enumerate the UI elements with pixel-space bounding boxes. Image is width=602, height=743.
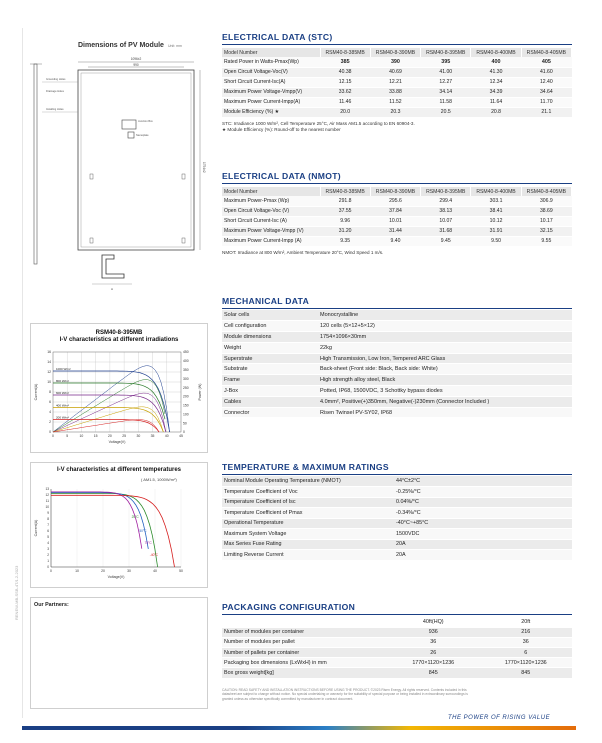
- table-cell: 405: [521, 57, 571, 67]
- spec-label: Cell configuration: [222, 321, 318, 332]
- table-cell: 400: [471, 57, 521, 67]
- table-cell: 11.46: [320, 97, 370, 107]
- rating-value: 20A: [394, 550, 572, 561]
- mechanical-title: MECHANICAL DATA: [222, 296, 310, 306]
- spec-value: High Transmission, Low Iron, Tempered ARC Glass: [318, 353, 572, 364]
- curve-label: 400 W/m²: [56, 403, 70, 408]
- table-row: [222, 216, 572, 226]
- table-cell: 10.17: [521, 216, 571, 226]
- packaging-header-row: [222, 617, 572, 627]
- y-tick-label: 3: [47, 547, 49, 552]
- label-installing-holes: Installing Holes: [46, 108, 64, 111]
- stc-header-cell: RSM40-8-405MB: [521, 48, 571, 57]
- dim-height-label: 1754±2: [202, 162, 206, 173]
- mechanical-section: [222, 296, 572, 418]
- nmot-rule: [222, 183, 572, 184]
- spec-value: Potted, IP68, 1500VDC, 3 Schottky bypass diodes: [318, 386, 572, 397]
- table-cell: 291.8: [320, 196, 370, 206]
- slogan: THE POWER OF RISING VALUE: [448, 715, 551, 721]
- y-tick-label: 14: [47, 360, 51, 365]
- label-nameplate: Nameplate: [136, 134, 149, 137]
- table-cell: 10.07: [421, 216, 471, 226]
- mechanical-table: [222, 310, 572, 418]
- y-tick-label: 10: [45, 505, 49, 510]
- y-tick-label: 6: [47, 529, 49, 534]
- y-tick-label: 12: [45, 493, 49, 498]
- table-row: [222, 353, 572, 364]
- table-cell: 38.69: [521, 206, 571, 216]
- table-cell: 11.52: [370, 97, 420, 107]
- partners-panel: [30, 597, 208, 709]
- svg-text:A: A: [110, 287, 114, 291]
- rating-value: 20A: [394, 539, 572, 550]
- nmot-header-cell: RSM40-8-395MB: [421, 187, 471, 196]
- curve-label: 600 W/m²: [56, 391, 70, 395]
- table-cell: 12.21: [370, 77, 420, 87]
- table-cell: 395: [421, 57, 471, 67]
- stc-section: [222, 32, 572, 133]
- y2-tick-label: 0: [183, 430, 185, 435]
- x-tick-label: 25: [122, 434, 127, 438]
- y2-tick-label: 300: [183, 376, 189, 381]
- mechanical-rule: [222, 308, 572, 309]
- packaging-section: [222, 602, 572, 679]
- table-cell: 31.44: [370, 226, 420, 236]
- table-cell: Box gross weight[kg]: [222, 668, 387, 678]
- table-cell: 41.00: [421, 67, 471, 77]
- table-cell: 11.64: [471, 97, 521, 107]
- iv-temperature-title: I-V characteristics at different temperatures: [56, 467, 182, 473]
- margin-line: [22, 28, 23, 718]
- spec-label: Module dimensions: [222, 332, 318, 343]
- rating-value: 0.04%/°C: [394, 497, 572, 508]
- rating-label: Maximum System Voltage: [222, 529, 394, 540]
- table-cell: 10.12: [471, 216, 521, 226]
- table-cell: 11.70: [521, 97, 571, 107]
- table-cell: 303.1: [471, 196, 521, 206]
- table-cell: Open Circuit Voltage-Voc(V): [222, 67, 320, 77]
- curve-label: 800 W/m²: [56, 379, 70, 383]
- spec-label: Frame: [222, 375, 318, 386]
- power-curve: [53, 393, 166, 432]
- table-cell: 31.91: [471, 226, 521, 236]
- table-cell: 41.30: [471, 67, 521, 77]
- table-cell: 38.41: [471, 206, 521, 216]
- stc-rule: [222, 44, 572, 45]
- y-tick-label: 7: [47, 523, 49, 528]
- nmot-header-cell: RSM40-8-400MB: [471, 187, 521, 196]
- label-drainage-holes: Drainage Holes: [46, 90, 64, 93]
- table-cell: Maximum Power-Pmax (Wp): [222, 196, 320, 206]
- stc-note-line: ★ Module Efficiency (%): Round-off to the nearest number: [222, 126, 341, 132]
- table-row: [222, 236, 572, 246]
- x-tick-label: 40: [153, 569, 157, 573]
- y2-tick-label: 450: [183, 350, 189, 355]
- packaging-header-cell: 40ft(HQ): [387, 617, 480, 627]
- caution-text: CAUTION: READ SAFETY AND INSTALLATION INSTRUCTIONS BEFORE USING THE PRODUCT. ©2023 Risen Energy. All rights reserved. Contents included in this datasheet are subject to change without notice. No special undertaking or warranty for the suitability of special purpose or being installed in extraordinary surroundings is granted unless as otherwise specifically committed by manufacturer in contract document.: [222, 688, 468, 701]
- table-cell: 33.88: [370, 87, 420, 97]
- curve-label: -40°C: [149, 553, 158, 558]
- label-grounding-holes: Grounding Holes: [46, 78, 66, 81]
- table-row: [222, 364, 572, 375]
- table-row: [222, 497, 572, 508]
- stc-table: [222, 48, 572, 118]
- spec-value: High strength alloy steel, Black: [318, 375, 572, 386]
- table-cell: 37.55: [320, 206, 370, 216]
- table-cell: 41.60: [521, 67, 571, 77]
- nmot-header-cell: RSM40-8-390MB: [370, 187, 420, 196]
- curve-label: 25°C: [131, 514, 139, 519]
- rating-value: -0.34%/°C: [394, 508, 572, 519]
- x-tick-label: 0: [50, 569, 52, 573]
- temperature-section: [222, 462, 572, 561]
- brand-color-bar: [22, 726, 576, 730]
- spec-value: 22kg: [318, 342, 572, 353]
- y2-tick-label: 150: [183, 403, 189, 408]
- x-tick-label: 10: [79, 434, 84, 438]
- packaging-header-cell: [222, 617, 387, 627]
- spec-value: 1754×1096×30mm: [318, 332, 572, 343]
- table-cell: 12.34: [471, 77, 521, 87]
- y2-tick-label: 350: [183, 367, 189, 372]
- table-cell: 11.58: [421, 97, 471, 107]
- table-cell: Maximum Power Voltage-Vmpp (V): [222, 226, 320, 236]
- iv-temperature-panel: [30, 462, 208, 588]
- x-axis-label: Voltage(V): [108, 440, 126, 444]
- iv-temperature-note: ( AM1.5, 1000W/m²): [141, 477, 177, 482]
- table-cell: 26: [387, 648, 480, 658]
- spec-label: Substrate: [222, 364, 318, 375]
- table-cell: 34.14: [421, 87, 471, 97]
- curve-label: 75°C: [144, 541, 152, 546]
- table-row: [222, 196, 572, 206]
- iv-temperature-chart: [31, 483, 207, 587]
- spec-value: 4.0mm², Positive(+)350mm, Negative(-)230mm (Connector Included ): [318, 396, 572, 407]
- y-tick-label: 8: [49, 390, 51, 395]
- table-cell: Maximum Power Current-Impp (A): [222, 236, 320, 246]
- x-tick-label: 5: [66, 434, 69, 438]
- table-row: [222, 627, 572, 637]
- spec-value: Monocrystalline: [318, 310, 572, 321]
- rating-label: Temperature Coefficient of Pmax: [222, 508, 394, 519]
- y-axis-label: Current(A): [34, 519, 38, 537]
- stc-header-cell: RSM40-8-385MB: [320, 48, 370, 57]
- table-row: [222, 87, 572, 97]
- y-tick-label: 10: [47, 380, 51, 385]
- table-cell: 12.27: [421, 77, 471, 87]
- y-tick-label: 4: [49, 410, 51, 415]
- x-tick-label: 45: [179, 434, 183, 438]
- table-cell: 1770×1120×1236: [480, 658, 573, 668]
- table-cell: 38.13: [421, 206, 471, 216]
- table-row: [222, 648, 572, 658]
- partners-title: Our Partners:: [34, 602, 69, 608]
- spec-label: Cables: [222, 396, 318, 407]
- curve-label: 1000 W/m²: [56, 367, 71, 371]
- table-cell: 33.62: [320, 87, 370, 97]
- y-tick-label: 0: [49, 430, 51, 435]
- y2-tick-label: 50: [183, 421, 187, 426]
- table-cell: 36: [387, 637, 480, 647]
- packaging-title: PACKAGING CONFIGURATION: [222, 602, 356, 612]
- y2-tick-label: 400: [183, 359, 189, 364]
- module-drawing: [28, 52, 208, 302]
- table-cell: 9.55: [521, 236, 571, 246]
- table-cell: 9.45: [421, 236, 471, 246]
- table-cell: 12.40: [521, 77, 571, 87]
- table-cell: 10.01: [370, 216, 420, 226]
- rating-label: Nominal Module Operating Temperature (NMOT): [222, 476, 394, 487]
- table-cell: 34.64: [521, 87, 571, 97]
- iv-curve: [51, 493, 148, 549]
- table-row: [222, 206, 572, 216]
- spec-label: Connector: [222, 407, 318, 418]
- table-row: [222, 637, 572, 647]
- spec-label: Weight: [222, 342, 318, 353]
- table-cell: 936: [387, 627, 480, 637]
- table-row: [222, 310, 572, 321]
- y-tick-label: 12: [47, 370, 51, 375]
- rating-label: Temperature Coefficient of Isc: [222, 497, 394, 508]
- table-cell: 40.69: [370, 67, 420, 77]
- table-row: [222, 321, 572, 332]
- y-tick-label: 16: [47, 350, 51, 355]
- spec-value: Back-sheet (Front side: Black, Back side: White): [318, 364, 572, 375]
- iv-curve: [53, 420, 159, 433]
- label-junction-box: Junction Box: [138, 120, 153, 123]
- table-cell: Short Circuit Current-Isc (A): [222, 216, 320, 226]
- table-cell: 9.50: [471, 236, 521, 246]
- y-tick-label: 6: [49, 400, 51, 405]
- table-row: [222, 476, 572, 487]
- table-cell: 32.15: [521, 226, 571, 236]
- table-row: [222, 550, 572, 561]
- table-row: [222, 518, 572, 529]
- table-row: [222, 57, 572, 67]
- stc-header-cell: RSM40-8-400MB: [471, 48, 521, 57]
- table-row: [222, 67, 572, 77]
- x-axis-label: Voltage(V): [107, 575, 125, 579]
- x-tick-label: 30: [127, 569, 131, 573]
- spec-label: Superstrate: [222, 353, 318, 364]
- table-cell: 295.6: [370, 196, 420, 206]
- spec-label: J-Box: [222, 386, 318, 397]
- module-side-profile: [34, 64, 37, 264]
- stc-header-cell: Model Number: [222, 48, 320, 57]
- table-cell: 31.20: [320, 226, 370, 236]
- table-cell: 12.15: [320, 77, 370, 87]
- x-tick-label: 20: [107, 434, 112, 438]
- iv-curve: [51, 492, 142, 549]
- table-row: [222, 658, 572, 668]
- y2-tick-label: 250: [183, 385, 189, 390]
- nmot-header-cell: RSM40-8-405MB: [521, 187, 571, 196]
- y2-tick-label: 100: [183, 412, 189, 417]
- iv-irradiance-model: RSM40-8-395MB: [95, 330, 143, 336]
- table-cell: 390: [370, 57, 420, 67]
- iv-curve: [53, 395, 166, 432]
- y-tick-label: 0: [47, 565, 49, 570]
- table-row: [222, 487, 572, 498]
- x-tick-label: 35: [150, 434, 155, 438]
- x-tick-label: 40: [164, 434, 169, 438]
- table-row: [222, 407, 572, 418]
- curve-label: 50°C: [139, 529, 147, 534]
- y-tick-label: 4: [47, 541, 49, 546]
- table-row: [222, 529, 572, 540]
- table-cell: 845: [387, 668, 480, 678]
- table-cell: 306.9: [521, 196, 571, 206]
- table-row: [222, 668, 572, 678]
- table-row: [222, 539, 572, 550]
- rating-label: Operational Temperature: [222, 518, 394, 529]
- y-axis-label: Current(A): [34, 383, 38, 401]
- table-cell: 20.3: [370, 107, 420, 117]
- temperature-rule: [222, 474, 572, 475]
- rating-label: Max Series Fuse Rating: [222, 539, 394, 550]
- dim-inner-label: 990: [133, 63, 139, 67]
- spec-value: Risen Twinsel PV-SY02, IP68: [318, 407, 572, 418]
- table-cell: 20.5: [421, 107, 471, 117]
- table-row: [222, 77, 572, 87]
- x-tick-label: 0: [52, 434, 54, 438]
- stc-header-cell: RSM40-8-390MB: [370, 48, 420, 57]
- packaging-rule: [222, 614, 572, 615]
- iv-irradiance-panel: [30, 323, 208, 453]
- stc-note-line: STC: Irradiance 1000 W/m², Cell Temperature 25°C, Air Mass AM1.5 according to EN 60904-3.: [222, 120, 415, 126]
- nmot-note: NMOT: Irradiance at 800 W/m², Ambient Temperature 20°C, Wind Speed 1 m/s.: [222, 249, 384, 255]
- table-cell: 1770×1120×1236: [387, 658, 480, 668]
- rating-value: 1500VDC: [394, 529, 572, 540]
- table-cell: 9.35: [320, 236, 370, 246]
- table-cell: Maximum Power Current-Impp(A): [222, 97, 320, 107]
- packaging-table: [222, 617, 572, 679]
- table-cell: Rated Power in Watts-Pmax(Wp): [222, 57, 320, 67]
- table-row: [222, 386, 572, 397]
- nmot-section: [222, 171, 572, 256]
- table-cell: Short Circuit Current-Isc(A): [222, 77, 320, 87]
- stc-title: ELECTRICAL DATA (STC): [222, 32, 333, 42]
- table-cell: Packaging box dimensions (LxWxH) in mm: [222, 658, 387, 668]
- table-cell: 21.1: [521, 107, 571, 117]
- dim-width-label: 1096±2: [130, 57, 142, 61]
- x-tick-label: 30: [136, 434, 141, 438]
- table-cell: 9.40: [370, 236, 420, 246]
- y-tick-label: 2: [49, 420, 51, 425]
- table-cell: 9.96: [320, 216, 370, 226]
- y-tick-label: 2: [47, 553, 49, 558]
- nmot-header-row: [222, 187, 572, 196]
- table-cell: 845: [480, 668, 573, 678]
- rating-value: -0.25%/°C: [394, 487, 572, 498]
- y-tick-label: 9: [47, 511, 49, 516]
- nmot-header-cell: RSM40-8-385MB: [320, 187, 370, 196]
- table-cell: Number of modules per container: [222, 627, 387, 637]
- table-cell: Open Circuit Voltage-Voc (V): [222, 206, 320, 216]
- y-tick-label: 11: [45, 499, 49, 504]
- iv-curve: [53, 383, 165, 419]
- x-tick-label: 15: [93, 434, 98, 438]
- packaging-header-cell: 20ft: [480, 617, 573, 627]
- y2-axis-label: Power (W): [198, 383, 202, 401]
- table-cell: 216: [480, 627, 573, 637]
- iv-irradiance-chart: [31, 348, 207, 452]
- table-row: [222, 107, 572, 117]
- table-row: [222, 396, 572, 407]
- frame-section-detail: [102, 255, 124, 278]
- nmot-title: ELECTRICAL DATA (NMOT): [222, 171, 341, 181]
- stc-header-cell: RSM40-8-395MB: [421, 48, 471, 57]
- iv-irradiance-title: I-V characteristics at different irradiations: [59, 337, 179, 343]
- table-cell: Maximum Power Voltage-Vmpp(V): [222, 87, 320, 97]
- temperature-table: [222, 476, 572, 561]
- x-tick-label: 10: [75, 569, 79, 573]
- table-cell: 385: [320, 57, 370, 67]
- nmot-header-cell: Model Number: [222, 187, 320, 196]
- table-cell: Module Efficiency (%) ★: [222, 107, 320, 117]
- module-dimensions-title: Dimensions of PV Module Unit: mm: [78, 42, 182, 49]
- y-tick-label: 8: [47, 517, 49, 522]
- table-cell: 6: [480, 648, 573, 658]
- table-row: [222, 97, 572, 107]
- temperature-title: TEMPERATURE & MAXIMUM RATINGS: [222, 462, 389, 472]
- module-front-frame: [78, 70, 194, 250]
- table-row: [222, 332, 572, 343]
- table-cell: Number of pallets per container: [222, 648, 387, 658]
- y2-tick-label: 200: [183, 394, 189, 399]
- table-cell: 34.39: [471, 87, 521, 97]
- stc-note: [222, 121, 572, 133]
- y-tick-label: 1: [47, 559, 49, 564]
- nameplate: [128, 132, 134, 138]
- rating-label: Temperature Coefficient of Voc: [222, 487, 394, 498]
- table-row: [222, 342, 572, 353]
- table-cell: 20.0: [320, 107, 370, 117]
- spec-value: 120 cells (5×12+5×12): [318, 321, 572, 332]
- table-cell: 299.4: [421, 196, 471, 206]
- junction-box: [122, 120, 136, 129]
- rating-value: -40°C~+85°C: [394, 518, 572, 529]
- table-cell: 40.38: [320, 67, 370, 77]
- x-tick-label: 50: [179, 569, 183, 573]
- table-cell: 20.8: [471, 107, 521, 117]
- table-cell: Number of modules per pallet: [222, 637, 387, 647]
- rating-value: 44°C±2°C: [394, 476, 572, 487]
- table-row: [222, 226, 572, 236]
- table-row: [222, 508, 572, 519]
- spec-label: Solar cells: [222, 310, 318, 321]
- y-tick-label: 13: [45, 487, 49, 492]
- table-cell: 31.68: [421, 226, 471, 236]
- table-cell: 36: [480, 637, 573, 647]
- table-cell: 37.84: [370, 206, 420, 216]
- rating-label: Limiting Reverse Current: [222, 550, 394, 561]
- stc-header-row: [222, 48, 572, 57]
- curve-label: 200 W/m²: [56, 415, 70, 420]
- y-tick-label: 5: [47, 535, 49, 540]
- document-code: RENEW-MB-SSB-4T/1.2-2023: [14, 565, 19, 620]
- nmot-table: [222, 187, 572, 247]
- table-row: [222, 375, 572, 386]
- x-tick-label: 20: [101, 569, 105, 573]
